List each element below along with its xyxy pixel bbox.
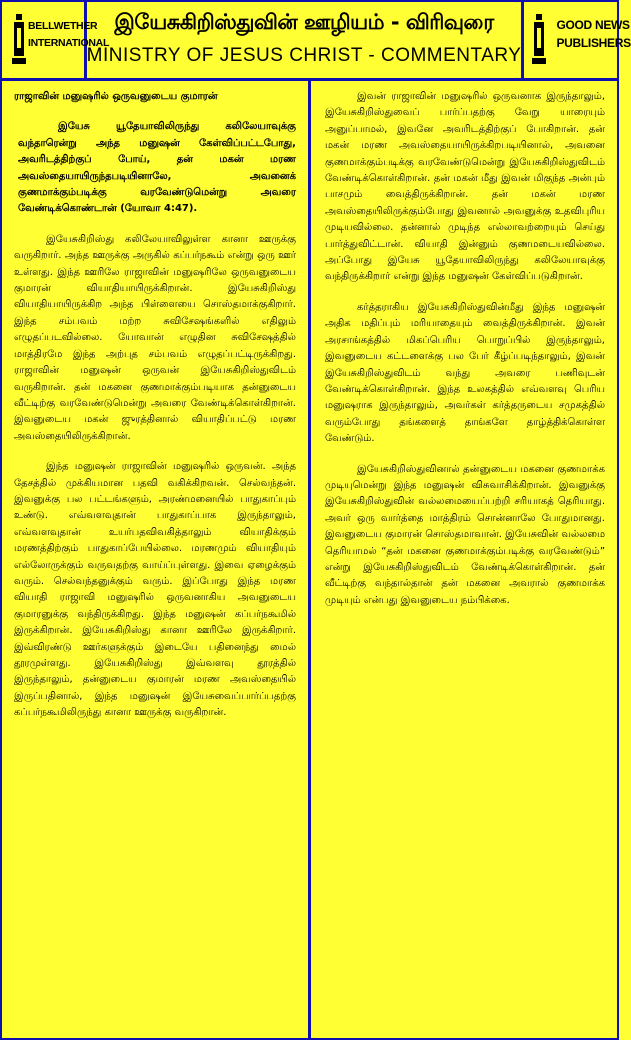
page-title-english: MINISTRY OF JESUS CHRIST - COMMENTARY — [86, 45, 522, 66]
section-subtitle: ராஜாவின் மனுஷரில் ஒருவனுடைய குமாரன் — [14, 91, 218, 102]
logo-line-2: INTERNATIONAL — [28, 37, 110, 49]
building-icon — [532, 14, 546, 64]
logo-line-2: PUBLISHERS — [556, 36, 631, 50]
bellwether-logo — [2, 2, 110, 78]
page-title-tamil: இயேசுகிறிஸ்துவின் ஊழியம் - விரிவுரை — [114, 10, 494, 34]
scripture-quote: இயேசு யூதேயாவிலிருந்து கலிலேயாவுக்கு வந்தாரென்று அந்த மனுஷன் கேள்விப்பட்டபோது, அவரிடத்திற்குப் போய், தன் மகன் மரண அவஸ்தையாயிருந்தபடியினாலே, அவனைக் குணமாக்கும்படிக்கு வரவேண்டுமென்று அவரை வேண்டிக்கொண்டான் (யோவா 4:47). — [18, 121, 296, 215]
right-column — [311, 81, 617, 1038]
logo-line-1: GOOD NEWS — [556, 18, 630, 32]
building-icon — [12, 14, 26, 64]
paragraph: இந்த மனுஷன் ராஜாவின் மனுஷரில் ஒருவன். அந்த தேசத்தில் முக்கியமான பதவி வகிக்கிறவன். செல்வந்தன். இவனுக்கு பல பட்டங்களும், அரண்மனையில் பாதுகாப்பும் உண்டு. எவ்வளவுதான் பாதுகாப்பாக இருந்தாலும், எவ்வளவுதான் உயர்பதவிவகித்தாலும் வியாதிக்கும் மரணத்திற்கும் பாதுகாப்பேயில்லை. மரணமும் வியாதியும் எல்லோருக்கும் வருவதற்கு வாய்ப்புள்ளது. இவை ஏழைக்கும் வரும். செல்வந்தனுக்கும் வரும். இப்போது இந்த மரண வியாதி ராஜாவி மனுஷரில் ஒருவனாகிய அவனுடைய குமாரனுக்கு வந்திருக்கிறது. இந்த மனுஷன் கப்பர்நகூமில் இருக்கிறான். இயேசுகிறிஸ்து கானா ஊரிலே இருக்கிறார். இவ்விரண்டு ஊர்களுக்கும் இடையே பதினைந்து மைல் தூரமுள்ளது. இயேசுகிறிஸ்து இவ்வளவு தூரத்தில் இருந்தாலும், தன்னுடைய குமாரன் மரண அவஸ்தையில் இருப்பதினால், இந்த மனுஷன் இயேசுவைப்பார்ப்பதற்கு கப்பர்நகூமிலிருந்து கானா ஊருக்கு வருகிறான். — [14, 461, 296, 719]
paragraph: கர்த்தராகிய இயேசுகிறிஸ்துவின்மீது இந்த மனுஷன் அதிக மதிப்பும் மரியாதையும் வைத்திருக்கிறான். இவன் அரசாங்கத்தில் மிகப்பெரிய பொறுப்பில் இருந்தாலும், இவனுடைய கட்டளைக்கு பல பேர் கீழ்ப்படிந்தாலும், இவன் இயேசுகிறிஸ்துவிடம் வந்து அவரை பணிவுடன் வேண்டிக்கொள்கிறான். இந்த உலகத்தில் எவ்வளவு பெரிய மனுஷராக இருந்தாலும், அவர்கள் கர்த்தருடைய சமுகத்தில் வரும்போது தங்களைத் தாங்களே தாழ்த்திக்கொள்ள வேண்டும். — [325, 301, 605, 445]
paragraph: இயேசுகிறிஸ்துவினால் தன்னுடைய மகனை குணமாக்க முடியுமென்று இந்த மனுஷன் விசுவாசிக்கிறான். இவனுக்கு இயேசுகிறிஸ்துவின் வல்லமையைப்பற்றி சரியாகத் தெரியாது. அவர் ஒரு வார்த்தை மாத்திரம் சொன்னாலே போதுமானது. இவனுடைய குமாரன் சொஸ்தமாவான். இயேசுவின் வல்லமை தெரியாமல் “தன் மகனை குணமாக்கும்படிக்கு வரவேண்டும்” என்று இயேசுகிறிஸ்துவிடம் வேண்டிக்கொள்கிறான். தன் வீட்டிற்கு வந்தால்தான் தன் மகனை அவரால் குணமாக்க முடியும் என்பது இவனுடைய நம்பிக்கை. — [325, 463, 605, 606]
left-column — [2, 81, 311, 1038]
title-box — [87, 2, 522, 78]
header — [2, 2, 631, 81]
good-news-logo — [521, 2, 631, 78]
logo-line-1: BELLWETHER — [28, 20, 98, 32]
paragraph: இவன் ராஜாவின் மனுஷரில் ஒருவனாக இருந்தாலும், இயேசுகிறிஸ்துவைப் பார்ப்பதற்கு வேறு யாரையும் அனுப்பாமல், இவனே அவரிடத்திற்குப் போகிறான். தன் மகன் மரண அவஸ்தையாயிருக்கிறபடியினால், அவனை குணமாக்கும்படிக்கு வரவேண்டுமென்று இயேசுகிறிஸ்துவிடம் வேண்டிக்கொள்கிறான். தன் மகன் மீது இவன் மிகுந்த அன்பும் பாசமும் வைத்திருக்கிறான். தன் மகன் மரண அவஸ்தையிலிருக்கும்போது இவனால் அவனுக்கு உதவிபுரிய முடியவில்லை. தன்னால் முடிந்த எல்லாவற்றையும் செய்து பார்த்துவிட்டான். வியாதி இன்னும் குணமடையவில்லை. அப்போது இயேசு யூதேயாவிலிருந்து கலிலேயாவுக்கு வந்திருக்கிறார் என்று இந்த மனுஷன் கேள்விப்படுகிறான். — [325, 91, 605, 283]
paragraph: இயேசுகிறிஸ்து கலிலேயாவிலுள்ள கானா ஊருக்கு வருகிறார். அந்த ஊருக்கு அருகில் கப்பர்நகூம் என்று ஒரு ஊர் உள்ளது. இந்த ஊரிலே ராஜாவின் மனுஷரிலே ஒருவனுடைய குமாரன் வியாதியாயிருக்கிறான். இயேசுகிறிஸ்து வியாதியாயிருக்கிற அந்த பிள்ளையை சொஸ்தமாக்குகிறார். இந்த சம்பவம் மற்ற சுவிசேஷங்களில் எதிலும் எழுதப்படவில்லை. யோவான் எழுதின சுவிசேஷத்தில் மாத்திரமே இந்த அற்புத சம்பவம் எழுதப்பட்டிருக்கிறது. ராஜாவின் மனுஷன் ஒருவன் இயேசுகிறிஸ்துவிடம் வருகிறான். தன் மகனை குணமாக்கும்படியாக தன்னுடைய வீட்டிற்கு வரவேண்டுமென்று அவரை வேண்டிக்கொள்கிறான். இவனுடைய மகன் ஜுரத்தினால் வியாதிப்பட்டு மரண அவஸ்தையிலிருக்கிறான். — [14, 233, 296, 442]
